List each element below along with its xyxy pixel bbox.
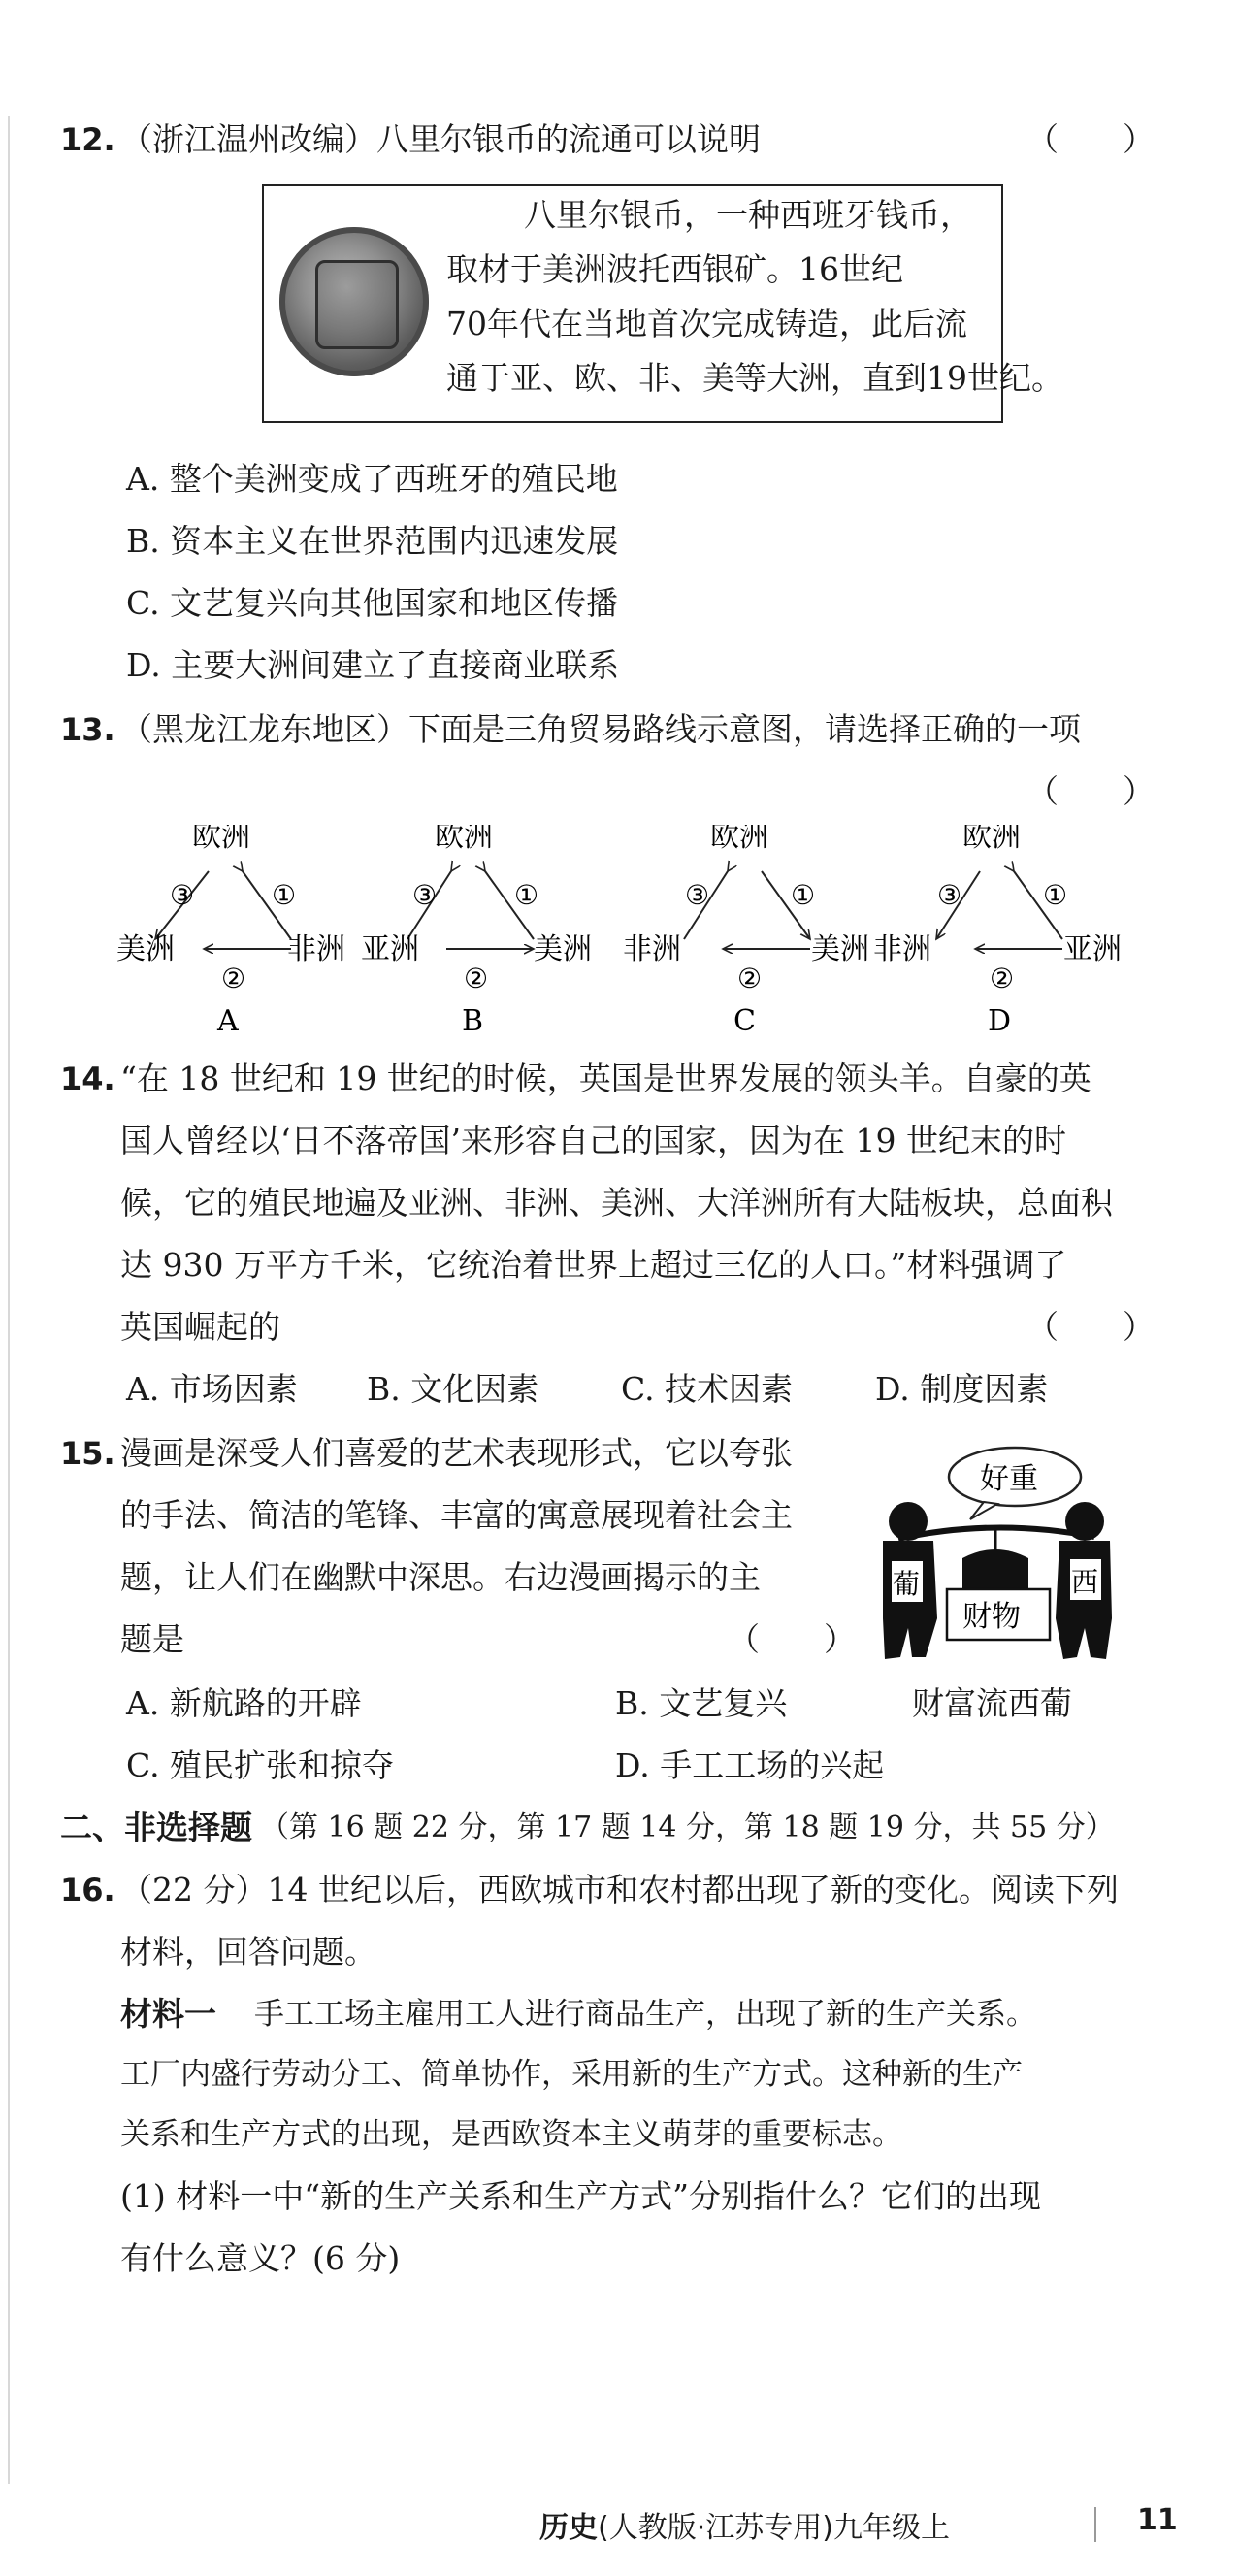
q16-line: （22 分）14 世纪以后，西欧城市和农村都出现了新的变化。阅读下列	[120, 1871, 1119, 1908]
q12-material-box	[262, 184, 1063, 423]
diagram-a-right-label: 非洲	[287, 932, 345, 966]
q12-option-a[interactable]: A. 整个美洲变成了西班牙的殖民地	[126, 460, 618, 498]
diagram-c-letter: C	[733, 1004, 756, 1038]
q16-material-line: 关系和生产方式的出现，是西欧资本主义萌芽的重要标志。	[120, 2117, 902, 2152]
q12-option-b[interactable]: B. 资本主义在世界范围内迅速发展	[126, 522, 619, 560]
diagram-b-mark-2: ②	[464, 962, 489, 995]
section2-title: 二、非选择题	[60, 1809, 252, 1846]
q12-material-line: 八里尔银币，一种西班牙钱币，	[524, 196, 972, 234]
q16-material-label: 材料一	[120, 1995, 216, 2033]
diagram-c[interactable]	[623, 825, 869, 1038]
q15-number: 15.	[60, 1435, 115, 1472]
q15-line: 的手法、简洁的笔锋、丰富的寓意展现着社会主	[120, 1496, 793, 1534]
q14-option-d[interactable]: D. 制度因素	[875, 1370, 1049, 1408]
diagram-d-left-label: 非洲	[873, 932, 931, 966]
q16-sub1-line: (1) 材料一中“新的生产关系和生产方式”分别指什么？它们的出现	[120, 2177, 1041, 2215]
q14-number: 14.	[60, 1060, 115, 1097]
q12-option-c[interactable]: C. 文艺复兴向其他国家和地区传播	[126, 584, 619, 622]
diagram-b-left-label: 亚洲	[361, 932, 419, 966]
q12-option-d[interactable]: D. 主要大洲间建立了直接商业联系	[126, 646, 620, 684]
q12-material-line: 70年代在当地首次完成铸造，此后流	[446, 305, 967, 342]
q14-line: 国人曾经以‘日不落帝国’来形容自己的国家，因为在 19 世纪末的时	[120, 1122, 1066, 1159]
q14-option-c[interactable]: C. 技术因素	[621, 1370, 794, 1408]
cartoon-left-sign: 葡	[893, 1568, 921, 1600]
q16-sub1-line: 有什么意义？(6 分)	[120, 2239, 401, 2277]
page-number: 11	[1137, 2503, 1178, 2537]
q15-cartoon-caption: 财富流西葡	[912, 1684, 1072, 1722]
diagram-d-letter: D	[988, 1004, 1012, 1038]
q14-line: 英国崛起的	[120, 1308, 280, 1346]
diagram-a-left-label: 美洲	[116, 932, 175, 966]
diagram-a-top-label: 欧洲	[192, 825, 250, 854]
q15-option-c[interactable]: C. 殖民扩张和掠夺	[126, 1746, 395, 1784]
q16-number: 16.	[60, 1872, 115, 1908]
triangle-trade-diagrams	[116, 825, 1164, 1048]
cartoon-box-label: 财物	[962, 1600, 1021, 1634]
q14-option-b[interactable]: B. 文化因素	[367, 1370, 539, 1408]
cartoon-svg	[869, 1444, 1122, 1667]
q16-material-line: 工厂内盛行劳动分工、简单协作，采用新的生产方式。这种新的生产	[120, 2057, 1023, 2092]
q16-material-line: 手工工场主雇用工人进行商品生产，出现了新的生产关系。	[254, 1997, 1036, 2032]
section2-note: （第 16 题 22 分，第 17 题 14 分，第 18 题 19 分，共 55 分）	[260, 1810, 1115, 1844]
diagram-d-right-label: 亚洲	[1063, 932, 1122, 966]
diagram-b[interactable]	[361, 825, 592, 1038]
diagram-b-letter: B	[462, 1004, 484, 1038]
q13-stem: （黑龙江龙东地区）下面是三角贸易路线示意图，请选择正确的一项	[120, 710, 1081, 748]
footer-divider	[1094, 2507, 1096, 2542]
q15-line: 题是	[120, 1620, 184, 1658]
triangle-trade-svg	[116, 825, 1164, 1048]
q14-line: 候，它的殖民地遍及亚洲、非洲、美洲、大洋洲所有大陆板块，总面积	[120, 1184, 1113, 1222]
q15-option-a[interactable]: A. 新航路的开辟	[126, 1684, 362, 1722]
diagram-c-top-label: 欧洲	[710, 825, 768, 854]
q12-answer-paren: （ ）	[1026, 120, 1155, 158]
diagram-d-top-label: 欧洲	[962, 825, 1021, 854]
diagram-b-top-label: 欧洲	[435, 825, 493, 854]
diagram-d-mark-1: ①	[1043, 879, 1068, 911]
diagram-c-left-label: 非洲	[623, 932, 681, 966]
diagram-c-mark-3: ③	[685, 879, 710, 911]
q16-line: 材料，回答问题。	[120, 1933, 376, 1971]
diagram-a-mark-3: ③	[170, 879, 195, 911]
q15-answer-paren: （ ）	[728, 1620, 856, 1658]
q15-option-b[interactable]: B. 文艺复兴	[615, 1684, 788, 1722]
diagram-c-mark-2: ②	[737, 962, 763, 995]
footer-edition: (人教版·江苏专用)九年级上	[598, 2511, 950, 2545]
diagram-b-mark-1: ①	[514, 879, 539, 911]
q14-line: “在 18 世纪和 19 世纪的时候，英国是世界发展的领头羊。自豪的英	[120, 1060, 1091, 1097]
q13-answer-paren: （ ）	[1026, 772, 1155, 810]
q14-line: 达 930 万平方千米，它统治着世界上超过三亿的人口。”材料强调了	[120, 1246, 1067, 1284]
diagram-d-mark-3: ③	[937, 879, 962, 911]
q14-option-a[interactable]: A. 市场因素	[126, 1370, 298, 1408]
q14-answer-paren: （ ）	[1026, 1308, 1155, 1346]
q12-material-line: 取材于美洲波托西银矿。16世纪	[446, 250, 903, 288]
diagram-a[interactable]	[116, 825, 345, 1038]
q15-line: 题，让人们在幽默中深思。右边漫画揭示的主	[120, 1558, 761, 1596]
q12-material-line: 通于亚、欧、非、美等大洲，直到19世纪。	[446, 359, 1063, 397]
diagram-d[interactable]	[873, 825, 1122, 1038]
diagram-b-right-label: 美洲	[534, 932, 592, 966]
footer-subject: 历史	[539, 2511, 598, 2545]
diagram-a-mark-2: ②	[221, 962, 246, 995]
q15-option-d[interactable]: D. 手工工场的兴起	[615, 1746, 885, 1784]
q15-cartoon	[869, 1444, 1122, 1667]
diagram-d-mark-2: ②	[990, 962, 1015, 995]
diagram-c-right-label: 美洲	[811, 932, 869, 966]
cartoon-bubble-text: 好重	[980, 1462, 1038, 1496]
page-left-edge	[8, 116, 10, 2484]
cartoon-right-sign: 西	[1071, 1566, 1099, 1598]
footer	[539, 2503, 950, 2546]
q13-number: 13.	[60, 711, 115, 748]
silver-coin-image	[279, 227, 429, 376]
diagram-a-mark-1: ①	[272, 879, 297, 911]
diagram-c-mark-1: ①	[791, 879, 816, 911]
q15-line: 漫画是深受人们喜爱的艺术表现形式，它以夸张	[120, 1434, 793, 1472]
diagram-a-letter: A	[217, 1004, 239, 1038]
diagram-b-mark-3: ③	[412, 879, 438, 911]
q12-stem: （浙江温州改编）八里尔银币的流通可以说明	[120, 120, 761, 158]
q12-number: 12.	[60, 121, 115, 158]
